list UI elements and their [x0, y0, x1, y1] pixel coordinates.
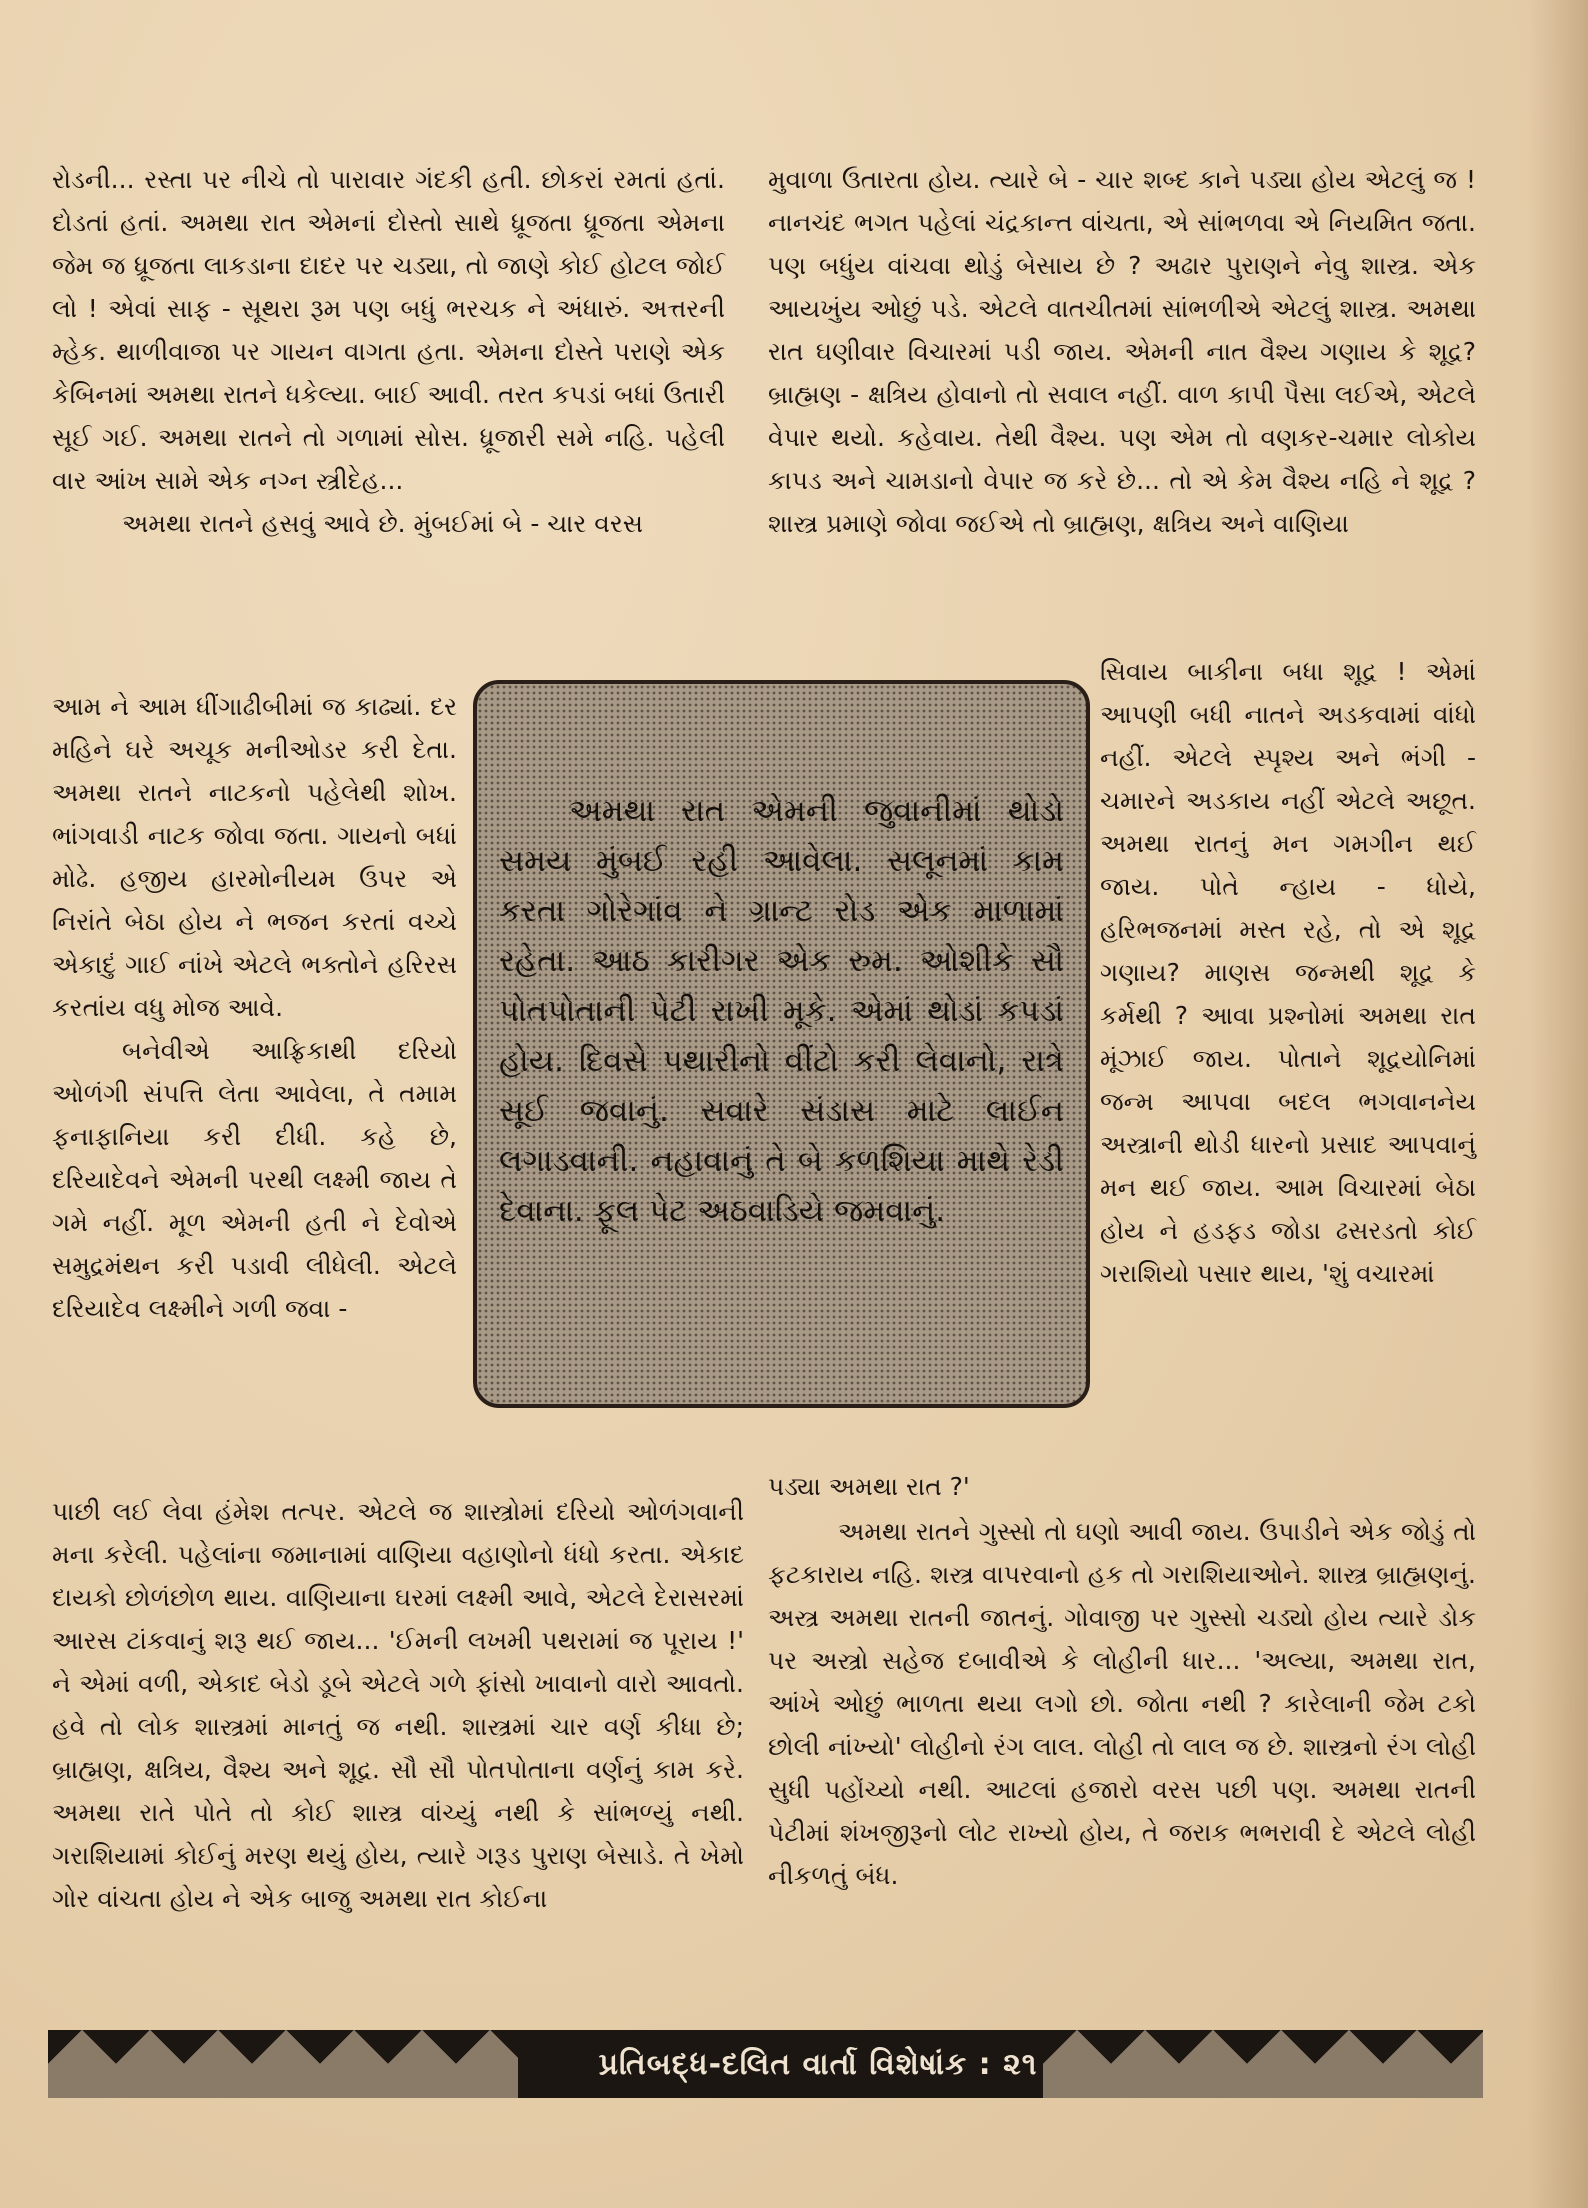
left-column-bottom: [52, 1490, 744, 1920]
paragraph: પડ્યા અમથા રાત ?': [768, 1472, 970, 1501]
triangle-pattern: [48, 2030, 518, 2098]
paragraph: અમથા રાતને ગુસ્સો તો ઘણો આવી જાય. ઉપાડીને એક જોડું તો ફટકારાય નહિ. શસ્ત્ર વાપરવાનો હક તો ગરાશિયાઓને. શાસ્ત્ર બ્રાહ્મણનું. અસ્ત્ર અમથા રાતની જાતનું. ગોવાજી પર ગુસ્સો ચડ્યો હોય ત્યારે ડોક પર અસ્ત્રો સહેજ દબાવીએ કે લોહીની ધાર... 'અલ્યા, અમથા રાત, આંખે ઓછું ભાળતા થયા લગો છો. જોતા નથી ? કારેલાની જેમ ટકો છોલી નાંખ્યો' લોહીનો રંગ લાલ. લોહી તો લાલ જ છે. શાસ્ત્રનો રંગ લોહી સુધી પહોંચ્યો નથી. આટલાં હજારો વરસ પછી પણ. અમથા રાતની પેટીમાં શંખજીરૂનો લોટ રાખ્યો હોય, તે જરાક ભભરાવી દે એટલે લોહી નીકળતું બંધ.: [768, 1517, 1476, 1890]
right-column-middle: [1100, 650, 1476, 1295]
triangle-pattern: [1043, 2030, 1483, 2098]
paragraph: પાછી લઈ લેવા હંમેશ તત્પર. એટલે જ શાસ્ત્રોમાં દરિયો ઓળંગવાની મના કરેલી. પહેલાંના જમાનામાં વાણિયા વહાણોનો ધંધો કરતા. એકાદ દાયકો છોળંછોળ થાય. વાણિયાના ઘરમાં લક્ષ્મી આવે, એટલે દેરાસરમાં આરસ ટાંકવાનું શરૂ થઈ જાય... 'ઈમની લખમી પથરામાં જ પૂરાય !' ને એમાં વળી, એકાદ બેડો ડૂબે એટલે ગળે ફાંસો ખાવાનો વારો આવતો. હવે તો લોક શાસ્ત્રમાં માનતું જ નથી. શાસ્ત્રમાં ચાર વર્ણ કીધા છે; બ્રાહ્મણ, ક્ષત્રિય, વૈશ્ય અને શૂદ્ર. સૌ સૌ પોતપોતાના વર્ણનું કામ કરે. અમથા રાતે પોતે તો કોઈ શાસ્ત્ર વાંચ્યું નથી કે સાંભળ્યું નથી. ગરાશિયામાં કોઈનું મરણ થયું હોય, ત્યારે ગરૂડ પુરાણ બેસાડે. તે ખેમો ગોર વાંચતા હોય ને એક બાજુ અમથા રાત કોઈના: [52, 1497, 744, 1913]
left-column-middle: [52, 685, 457, 1330]
paragraph: મુવાળા ઉતારતા હોય. ત્યારે બે - ચાર શબ્દ કાને પડ્યા હોય એટલું જ ! નાનચંદ ભગત પહેલાં ચંદ્રકાન્ત વાંચતા, એ સાંભળવા એ નિયમિત જતા. પણ બધુંય વાંચવા થોડું બેસાય છે ? અઢાર પુરાણને નેવુ શાસ્ત્ર. એક આયખુંય ઓછું પડે. એટલે વાતચીતમાં સાંભળીએ એટલું શાસ્ત્ર. અમથા રાત ઘણીવાર વિચારમાં પડી જાય. એમની નાત વૈશ્ય ગણાય કે શૂદ્ર? બ્રાહ્મણ - ક્ષત્રિય હોવાનો તો સવાલ નહીં. વાળ કાપી પૈસા લઈએ, એટલે વેપાર થયો. કહેવાય. તેથી વૈશ્ય. પણ એમ તો વણકર-ચમાર લોકોય કાપડ અને ચામડાનો વેપાર જ કરે છે... તો એ કેમ વૈશ્ય નહિ ને શૂદ્ર ? શાસ્ત્ર પ્રમાણે જોવા જઈએ તો બ્રાહ્મણ, ક્ષત્રિય અને વાણિયા: [768, 165, 1476, 538]
paragraph: અમથા રાતને હસવું આવે છે. મુંબઈમાં બે - ચાર વરસ: [122, 509, 644, 538]
pull-quote-text: અમથા રાત એમની જુવાનીમાં થોડો સમય મુંબઈ રહી આવેલા. સલૂનમાં કામ કરતા ગોરેગાંવ ને ગ્રાન્ટ રોડ એક માળામાં રહેતા. આઠ કારીગર એક રુમ. ઓશીકે સૌ પોતપોતાની પેટી રાખી મૂકે. એમાં થોડાં કપડાં હોય. દિવસે પથારીનો વીંટો કરી લેવાનો, રાત્રે સૂઈ જવાનું. સવારે સંડાસ માટે લાઈન લગાડવાની. નહાવાનું તે બે કળશિયા માથે રેડી દેવાના. ફૂલ પેટ અઠવાડિયે જમવાનું.: [499, 793, 1064, 1229]
right-column-tail: [768, 1465, 1476, 1508]
right-column-bottom: [768, 1510, 1476, 1897]
paragraph: બનેવીએ આફ્રિકાથી દરિયો ઓળંગી સંપત્તિ લેતા આવેલા, તે તમામ ફનાફાનિયા કરી દીધી. કહે છે, દરિયાદેવને એમની પરથી લક્ષ્મી જાય તે ગમે નહીં. મૂળ એમની હતી ને દેવોએ સમુદ્રમંથન કરી પડાવી લીધેલી. એટલે દરિયાદેવ લક્ષ્મીને ગળી જવા -: [52, 1036, 457, 1323]
right-column-top: [768, 158, 1476, 545]
paragraph: રોડની... રસ્તા પર નીચે તો પારાવાર ગંદકી હતી. છોકરાં રમતાં હતાં. દોડતાં હતાં. અમથા રાત એમનાં દોસ્તો સાથે ધ્રૂજતા ધ્રૂજતા એમના જેમ જ ધ્રૂજતા લાકડાના દાદર પર ચડ્યા, તો જાણે કોઈ હોટલ જોઈ લો ! એવાં સાફ - સૂથરા રૂમ પણ બધું ભરચક ને અંધારું. અત્તરની મ્હેક. થાળીવાજા પર ગાયન વાગતા હતા. એમના દોસ્તે પરાણે એક કેબિનમાં અમથા રાતને ધકેલ્યા. બાઈ આવી. તરત કપડાં બધાં ઉતારી સૂઈ ગઈ. અમથા રાતને તો ગળામાં સોસ. ધ્રૂજારી સમે નહિ. પહેલી વાર આંખ સામે એક નગ્ન સ્ત્રીદેહ...: [52, 165, 725, 495]
footer-title: પ્રતિબદ્ધ-દલિત વાર્તા વિશેષાંક : ૨૧: [568, 2030, 1068, 2098]
left-column-top: [52, 158, 725, 545]
page-edge-shadow: [1528, 0, 1588, 2208]
footer-bar: [48, 2030, 1483, 2098]
paragraph: સિવાય બાકીના બધા શૂદ્ર ! એમાં આપણી બધી નાતને અડકવામાં વાંધો નહીં. એટલે સ્પૃશ્ય અને ભંગી - ચમારને અડકાય નહીં એટલે અછૂત. અમથા રાતનું મન ગમગીન થઈ જાય. પોતે ન્હાય - ધોયે, હરિભજનમાં મસ્ત રહે, તો એ શૂદ્ર ગણાય? માણસ જન્મથી શૂદ્ર કે કર્મથી ? આવા પ્રશ્નોમાં અમથા રાત મૂંઝાઈ જાય. પોતાને શૂદ્રયોનિમાં જન્મ આપવા બદલ ભગવાનનેય અસ્ત્રાની થોડી ધારનો પ્રસાદ આપવાનું મન થઈ જાય. આમ વિચારમાં બેઠા હોય ને હડફડ જોડા ઢસરડતો કોઈ ગરાશિયો પસાર થાય, 'શું વચારમાં: [1100, 657, 1476, 1288]
paragraph: આમ ને આમ ધીંગાઢીબીમાં જ કાઢ્યાં. દર મહિને ઘરે અચૂક મનીઓડર કરી દેતા. અમથા રાતને નાટકનો પહેલેથી શોખ. ભાંગવાડી નાટક જોવા જતા. ગાયનો બધાં મોઢે. હજીય હારમોનીયમ ઉપર એ નિરાંતે બેઠા હોય ને ભજન કરતાં વચ્ચે એકાદું ગાઈ નાંખે એટલે ભક્તોને હરિરસ કરતાંય વધુ મોજ આવે.: [52, 692, 457, 1022]
pull-quote-box: [473, 680, 1090, 1408]
